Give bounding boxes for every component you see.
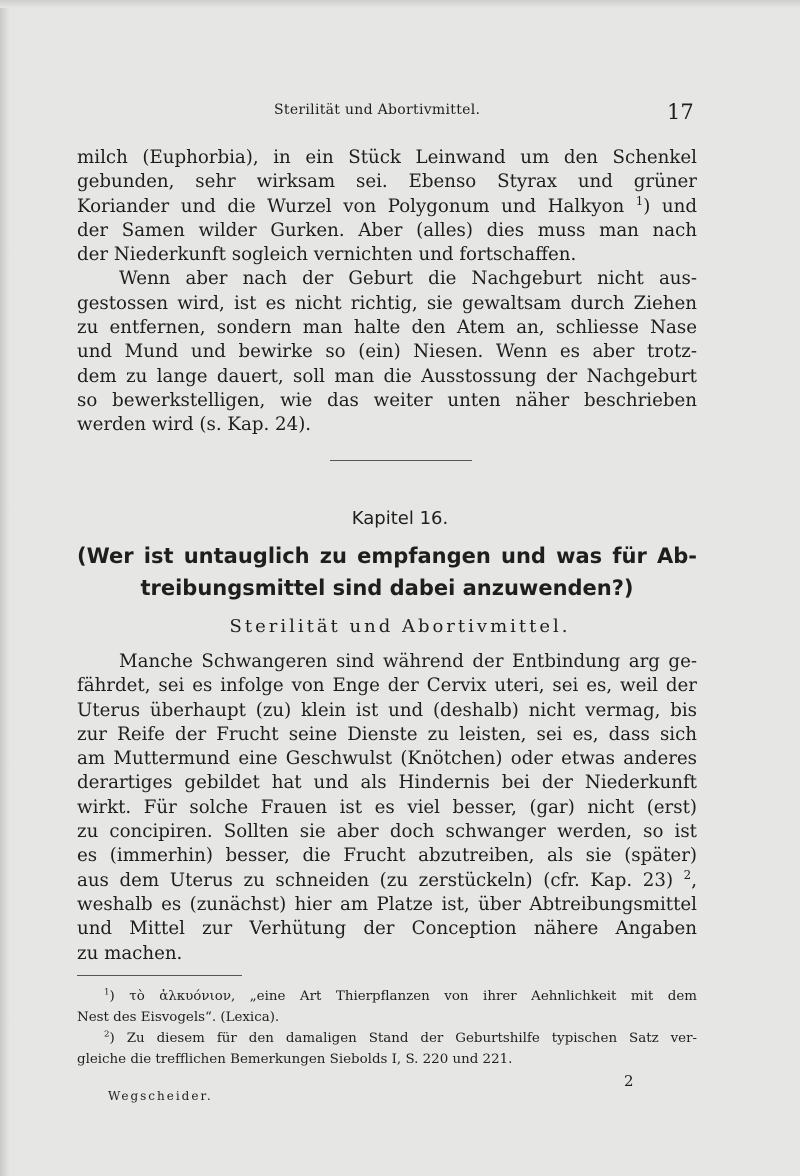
running-head: Sterilität und Abortivmittel. (274, 102, 481, 118)
chapter-subtitle: Sterilität und Abortivmittel. (229, 616, 571, 637)
text-line: es (immerhin) besser, die Frucht abzutreiben, als sie (später) (77, 845, 697, 867)
text-line: milch (Euphorbia), in ein Stück Leinwand um den Schenkel (77, 147, 697, 168)
text-line: weshalb es (zunächst) hier am Platze ist, über Abtreibungsmittel (77, 893, 697, 915)
footnotes (77, 986, 697, 1070)
footnote-ref-1[interactable]: 1 (635, 193, 644, 208)
signature-mark: Wegscheider. (108, 1089, 213, 1103)
text-line: der Samen wilder Gurken. Aber (alles) dies muss man nach (77, 219, 697, 241)
text-segment: , (691, 869, 697, 891)
chapter-title-line: treibungsmittel sind dabei anzuwenden?) (140, 576, 634, 600)
text-line: wirkt. Für solche Frauen ist es viel besser, (gar) nicht (erst) (77, 796, 697, 818)
text-line: zu entfernen, sondern man halte den Atem an, schliesse Nase (77, 317, 697, 339)
text-line: gebunden, sehr wirksam sei. Ebenso Styrax und grüner (77, 171, 697, 193)
chapter-title (77, 540, 697, 604)
footnote-line: Nest des Eisvogels“. (Lexica). (77, 1010, 280, 1025)
paragraph-3 (77, 650, 697, 966)
page-edge-shadow-left (0, 0, 10, 1176)
footnote-marker: 1 (104, 987, 110, 998)
signature-number: 2 (624, 1072, 634, 1090)
footnote-line (77, 1028, 697, 1049)
text-segment: aus dem Uterus zu schneiden (zu zerstückeln) (cfr. Kap. 23) (77, 869, 674, 891)
text-line: Wenn aber nach der Geburt die Nachgeburt nicht aus- (119, 268, 697, 290)
text-line: werden wird (s. Kap. 24). (77, 414, 312, 436)
footnote-line (77, 986, 697, 1007)
text-line-with-footnote (77, 869, 697, 893)
page-number: 17 (667, 100, 694, 124)
text-line: am Muttermund eine Geschwulst (Knötchen) oder etwas anderes (77, 748, 697, 770)
footnote-1 (77, 986, 697, 1028)
text-line: zu machen. (77, 942, 183, 964)
footnote-line: gleiche die trefflichen Bemerkungen Siebolds I, S. 220 und 221. (77, 1052, 513, 1067)
paragraph-1 (77, 146, 697, 267)
text-line: der Niederkunft sogleich vernichten und fortschaffen. (77, 244, 577, 266)
section-divider-rule (330, 460, 472, 461)
chapter-number: Kapitel 16. (351, 508, 449, 529)
text-line-with-footnote (77, 195, 697, 219)
text-line: zu concipiren. Sollten sie aber doch schwanger werden, so ist (77, 821, 697, 843)
text-line: Uterus überhaupt (zu) klein ist und (deshalb) nicht vermag, bis (77, 699, 697, 721)
text-line: gestossen wird, ist es nicht richtig, sie gewaltsam durch Ziehen (77, 292, 697, 314)
footnote-2 (77, 1028, 697, 1070)
page-edge-shadow-top (0, 0, 800, 8)
text-segment: Koriander und die Wurzel von Polygonum und Halkyon (77, 195, 625, 217)
footnote-separator-rule (77, 975, 242, 976)
text-line: und Mund und bewirke so (ein) Niesen. Wenn es aber trotz- (77, 341, 697, 363)
footnote-text: ) τὸ ἀλκυόνιον, „eine Art Thierpflanzen von ihrer Aehnlichkeit mit dem (109, 989, 697, 1004)
text-line: derartiges gebildet hat und als Hindernis bei der Niederkunft (77, 772, 697, 794)
text-line: zur Reife der Frucht seine Dienste zu leisten, sei es, dass sich (77, 723, 697, 745)
text-line: Manche Schwangeren sind während der Entbindung arg ge- (119, 651, 697, 672)
paragraph-2 (77, 267, 697, 437)
footnote-ref-2[interactable]: 2 (683, 867, 692, 882)
footnote-text: ) Zu diesem für den damaligen Stand der Geburtshilfe typischen Satz ver- (109, 1031, 697, 1046)
text-line: so bewerkstelligen, wie das weiter unten näher beschrieben (77, 389, 697, 411)
text-line: und Mittel zur Verhütung der Conception nähere Angaben (77, 918, 697, 940)
text-block-bottom (77, 650, 697, 966)
chapter-title-line: (Wer ist untauglich zu empfangen und was für Ab- (77, 544, 697, 568)
text-line: dem zu lange dauert, soll man die Ausstossung der Nachgeburt (77, 365, 697, 387)
text-block-top (77, 146, 697, 438)
text-segment: ) und (643, 195, 697, 217)
text-line: fährdet, sei es infolge von Enge der Cervix uteri, sei es, weil der (77, 675, 697, 697)
footnote-marker: 2 (104, 1029, 110, 1040)
